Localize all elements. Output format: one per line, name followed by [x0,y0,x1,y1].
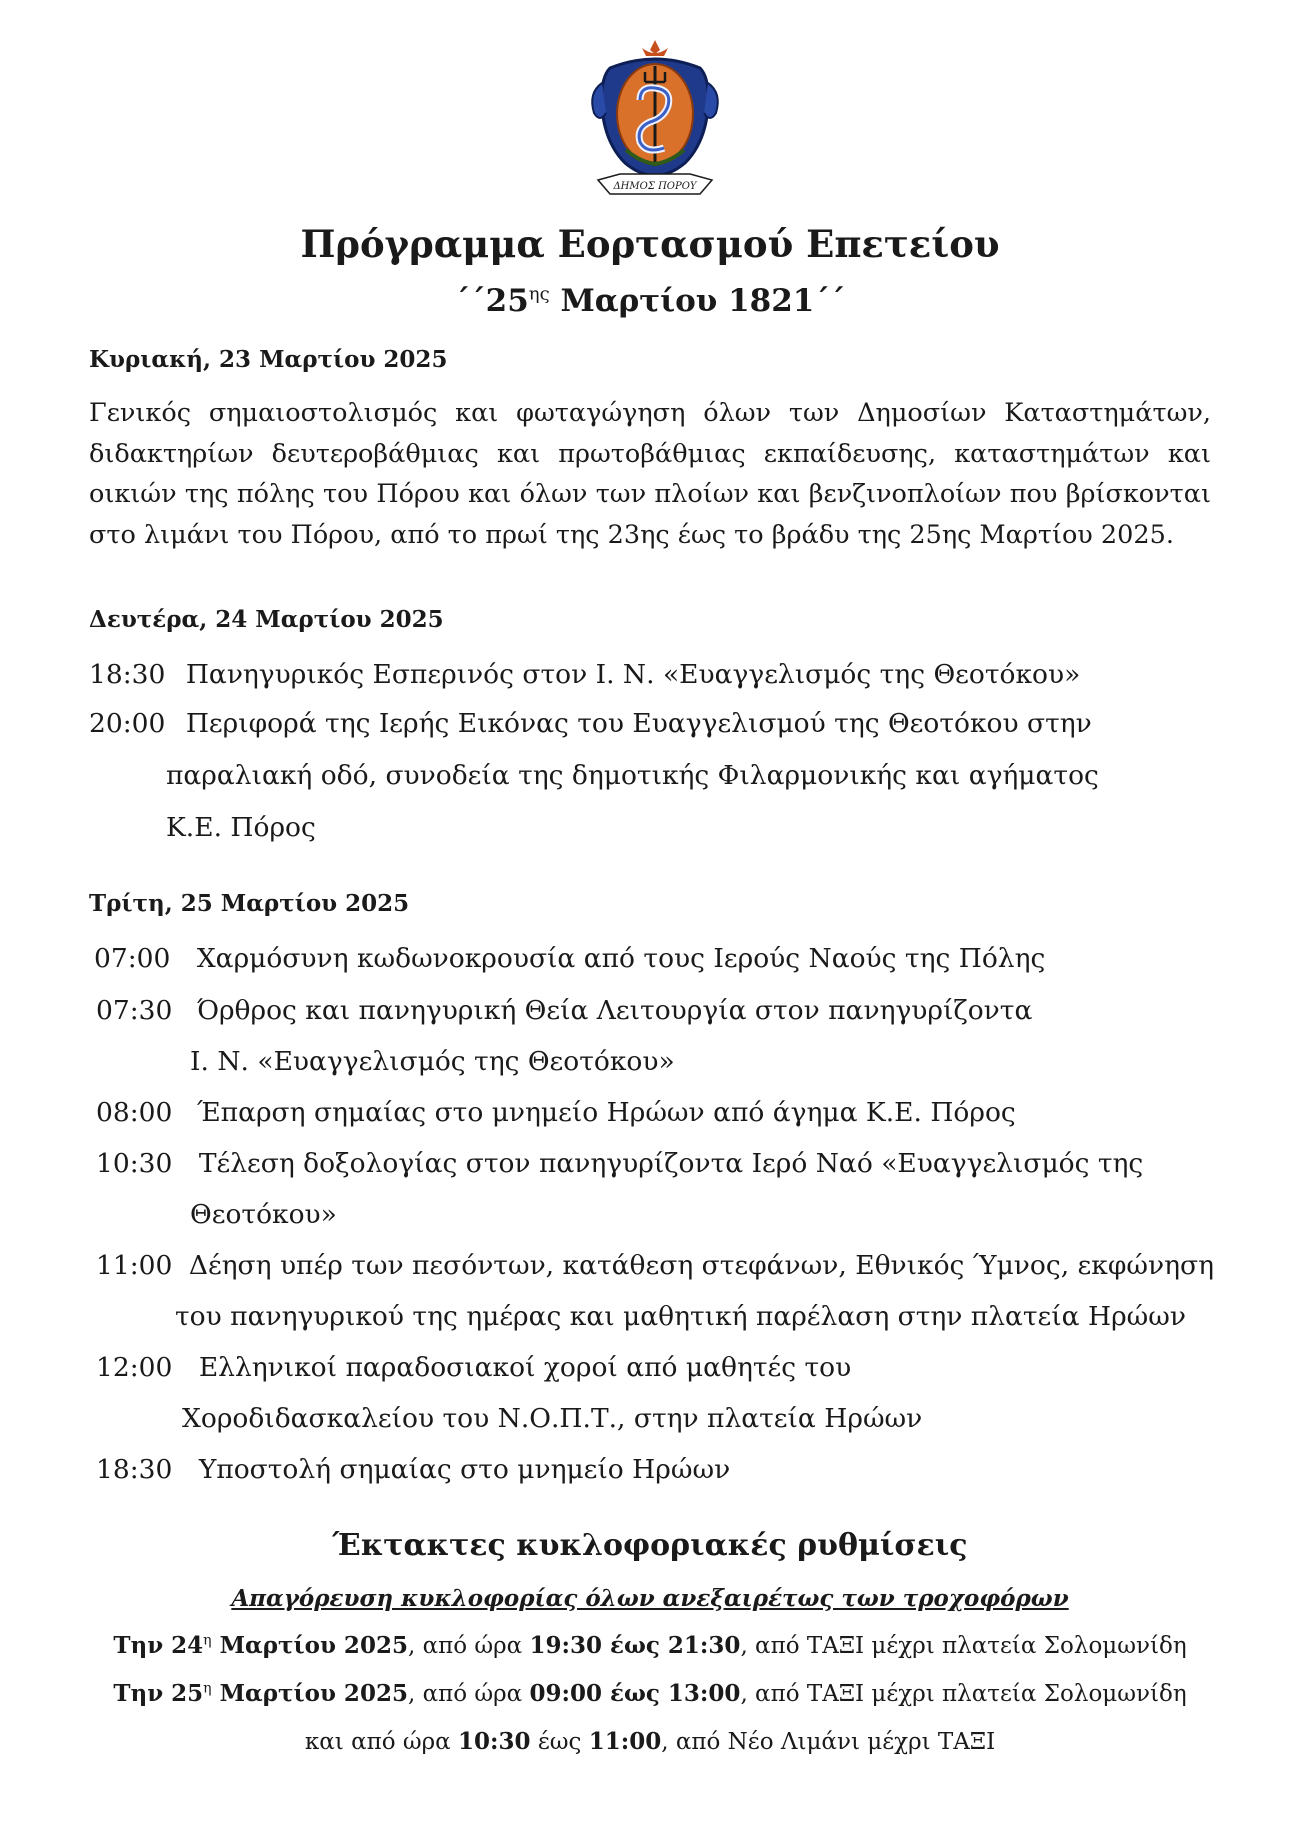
event-text: Δέηση υπέρ των πεσόντων, κατάθεση στεφάνων, Εθνικός Ύμνος, εκφώνηση [188,1250,1214,1281]
event-text-continued: Θεοτόκου» [190,1199,337,1230]
traffic-title: Έκτακτες κυκλοφοριακές ρυθμίσεις [332,1528,968,1563]
event-text: Χαρμόσυνη κωδωνοκρουσία από τους Ιερούς Ναούς της Πόλης [196,943,1046,974]
day-paragraph-sunday: Γενικός σημαιοστολισμός και φωταγώγηση όλων των Δημοσίων Καταστημάτων, διδακτηρίων δευτεροβάθμιας και πρωτοβάθμιας εκπαίδευσης, καταστημάτων και οικιών της πόλης του Πόρου και όλων των πλοίων και βενζινοπλοίων που βρίσκονται στο λιμάνι του Πόρου, από το πρωί της 23ης έως το βράδυ της 25ης Μαρτίου 2025. [89,398,1211,550]
event-time: 07:30 [96,995,173,1026]
event-time: 07:00 [94,943,171,974]
event-text-continued: Χοροδιδασκαλείου του Ν.Ο.Π.Τ., στην πλατεία Ηρώων [182,1403,923,1434]
event-text-continued: του πανηγυρικού της ημέρας και μαθητική παρέλαση στην πλατεία Ηρώων [175,1301,1186,1332]
page-subtitle: $΄΄25^{\eta\varsigma}$ Μαρτίου 1821΄΄ [454,283,846,319]
event-row [94,943,1045,974]
event-text-continued: παραλιακή οδό, συνοδεία της δημοτικής Φιλαρμονικής και αγήματος [166,760,1099,791]
traffic-line-3: και από ώρα 10:30 έως 11:00, από Νέο Λιμάνι μέχρι ΤΑΞΙ [304,1728,996,1755]
event-row [89,708,1092,739]
day-heading-tuesday: Τρίτη, 25 Μαρτίου 2025 [89,890,410,917]
traffic-line-1: Την $24^\eta$ Μαρτίου 2025, από ώρα 19:30 έως 21:30, από ΤΑΞΙ μέχρι πλατεία Σολομωνίδη [113,1632,1187,1659]
event-time: 12:00 [96,1352,173,1383]
seal-caption: ΔΗΜΟΣ ΠΟΡΟΥ [613,181,697,192]
event-row [96,995,1032,1026]
event-row [96,1148,1143,1179]
event-text: Όρθρος και πανηγυρική Θεία Λειτουργία στον πανηγυρίζοντα [196,995,1033,1026]
event-row [96,1352,851,1383]
event-time: 18:30 [96,1454,173,1485]
event-text: Πανηγυρικός Εσπερινός στον Ι. Ν. «Ευαγγελισμός της Θεοτόκου» [185,659,1081,690]
event-row [96,1454,730,1485]
event-time: 10:30 [96,1148,173,1179]
event-row [89,659,1080,690]
event-text: Έπαρση σημαίας στο μνημείο Ηρώων από άγημα Κ.Ε. Πόρος [196,1097,1016,1128]
event-text: Ελληνικοί παραδοσιακοί χοροί από μαθητές του [198,1352,852,1383]
traffic-line-2: Την $25^\eta$ Μαρτίου 2025, από ώρα 09:00 έως 13:00, από ΤΑΞΙ μέχρι πλατεία Σολομωνίδη [113,1680,1187,1707]
day-heading-monday: Δευτέρα, 24 Μαρτίου 2025 [89,606,444,633]
traffic-subtitle: Απαγόρευση κυκλοφορίας όλων ανεξαιρέτως των τροχοφόρων [231,1585,1069,1612]
day-heading-sunday: Κυριακή, 23 Μαρτίου 2025 [89,346,448,373]
event-time: 18:30 [89,659,166,690]
event-time: 08:00 [96,1097,173,1128]
event-time: 11:00 [96,1250,173,1281]
page-title: Πρόγραμμα Εορτασμού Επετείου [300,222,1000,266]
event-text-continued: Ι. Ν. «Ευαγγελισμός της Θεοτόκου» [190,1046,675,1077]
event-text: Περιφορά της Ιερής Εικόνας του Ευαγγελισμού της Θεοτόκου στην [185,708,1092,739]
event-text: Τέλεση δοξολογίας στον πανηγυρίζοντα Ιερό Ναό «Ευαγγελισμός της [198,1148,1144,1179]
event-row [96,1097,1016,1128]
event-text-continued: Κ.Ε. Πόρος [166,812,316,843]
event-time: 20:00 [89,708,166,739]
event-text: Υποστολή σημαίας στο μνημείο Ηρώων [198,1454,731,1485]
seal-emblem-icon [580,38,730,202]
event-row [96,1250,1214,1281]
